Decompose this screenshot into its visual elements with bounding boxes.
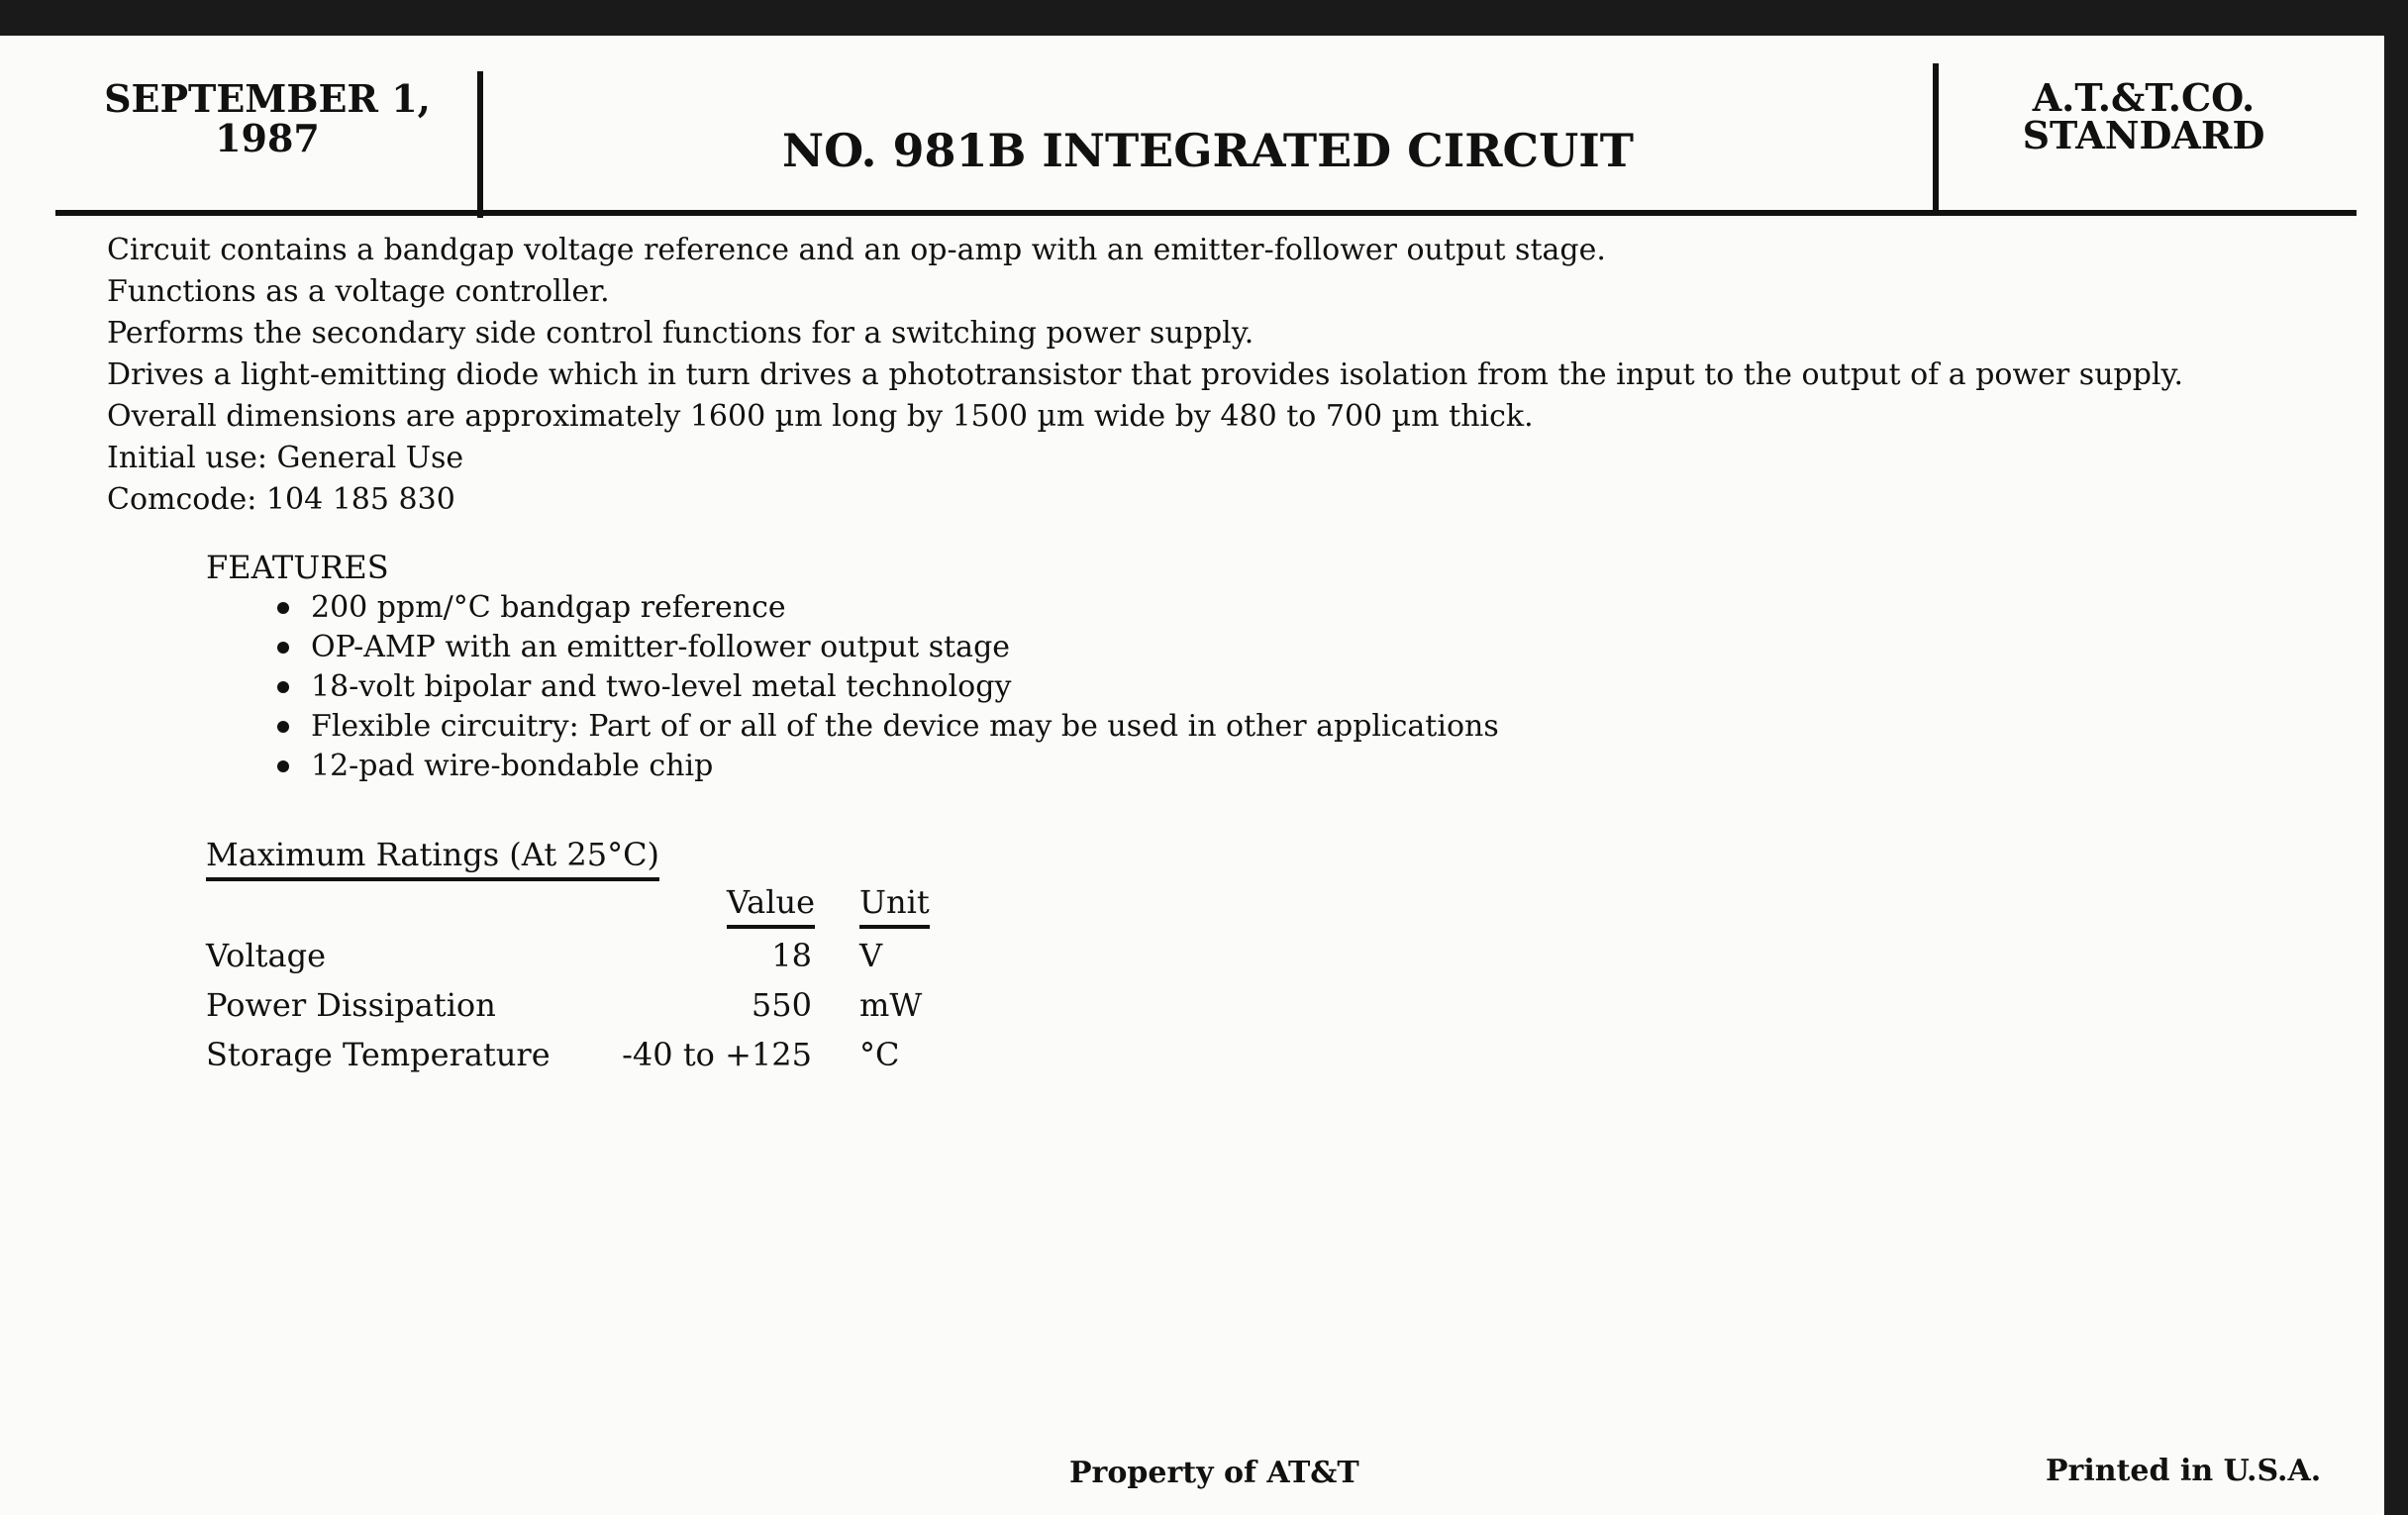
description-line: Functions as a voltage controller. <box>107 274 610 309</box>
rating-label: Storage Temperature <box>206 1036 551 1073</box>
feature-text: 200 ppm/°C bandgap reference <box>311 590 786 625</box>
header-organization <box>1960 75 2327 157</box>
bullet-icon <box>277 760 289 772</box>
rating-unit: V <box>859 937 883 974</box>
description-line: Comcode: 104 185 830 <box>107 482 455 517</box>
rating-value: 18 <box>771 937 812 974</box>
header-date-line1: SEPTEMBER 1, <box>104 76 431 121</box>
rating-unit: °C <box>859 1036 900 1073</box>
ratings-heading: Maximum Ratings (At 25°C) <box>206 834 659 881</box>
feature-text: OP-AMP with an emitter-follower output stage <box>311 630 1011 664</box>
bullet-icon <box>277 721 289 733</box>
description-line: Circuit contains a bandgap voltage reference and an op-amp with an emitter-follower output stage. <box>107 233 1606 267</box>
description <box>107 230 2183 521</box>
ratings-value-header: Value <box>727 881 815 929</box>
header-org-line2: STANDARD <box>2022 113 2265 157</box>
feature-item <box>277 667 1499 707</box>
feature-item <box>277 747 1499 786</box>
header-date-line2: 1987 <box>215 116 320 160</box>
ratings-row <box>0 980 1089 1030</box>
rating-label: Power Dissipation <box>206 986 496 1024</box>
ratings-row <box>0 1030 1089 1079</box>
bullet-icon <box>277 681 289 693</box>
feature-item <box>277 588 1499 628</box>
description-line: Overall dimensions are approximately 1600 µm long by 1500 µm wide by 480 to 700 µm thick. <box>107 399 1534 434</box>
ratings-unit-header: Unit <box>859 881 930 929</box>
rating-value: 550 <box>751 986 812 1024</box>
page-edge <box>2384 0 2408 1515</box>
feature-text: 18-volt bipolar and two-level metal technology <box>311 669 1012 704</box>
features-list <box>277 588 1499 786</box>
feature-item <box>277 628 1499 667</box>
feature-text: Flexible circuitry: Part of or all of the device may be used in other applications <box>311 709 1499 744</box>
rating-unit: mW <box>859 986 923 1024</box>
rating-value: -40 to +125 <box>622 1036 812 1073</box>
header-divider-left <box>477 71 483 218</box>
features-heading: FEATURES <box>206 549 389 586</box>
feature-text: 12-pad wire-bondable chip <box>311 749 714 783</box>
header-date <box>59 76 475 160</box>
description-line: Initial use: General Use <box>107 441 464 475</box>
rating-label: Voltage <box>206 937 327 974</box>
document-title: NO. 981B INTEGRATED CIRCUIT <box>782 124 1634 177</box>
description-line: Drives a light-emitting diode which in turn drives a phototransistor that provides isolation from the input to the output of a power supply. <box>107 357 2184 392</box>
bullet-icon <box>277 642 289 654</box>
footer-printed: Printed in U.S.A. <box>2046 1454 2322 1488</box>
header-rule <box>55 210 2357 216</box>
footer-property: Property of AT&T <box>1069 1456 1359 1490</box>
description-line: Performs the secondary side control functions for a switching power supply. <box>107 316 1254 351</box>
bullet-icon <box>277 602 289 614</box>
header-divider-right <box>1933 63 1939 212</box>
feature-item <box>277 707 1499 747</box>
ratings-row <box>0 931 1089 980</box>
header-org-line1: A.T.&T.CO. <box>2032 75 2256 120</box>
